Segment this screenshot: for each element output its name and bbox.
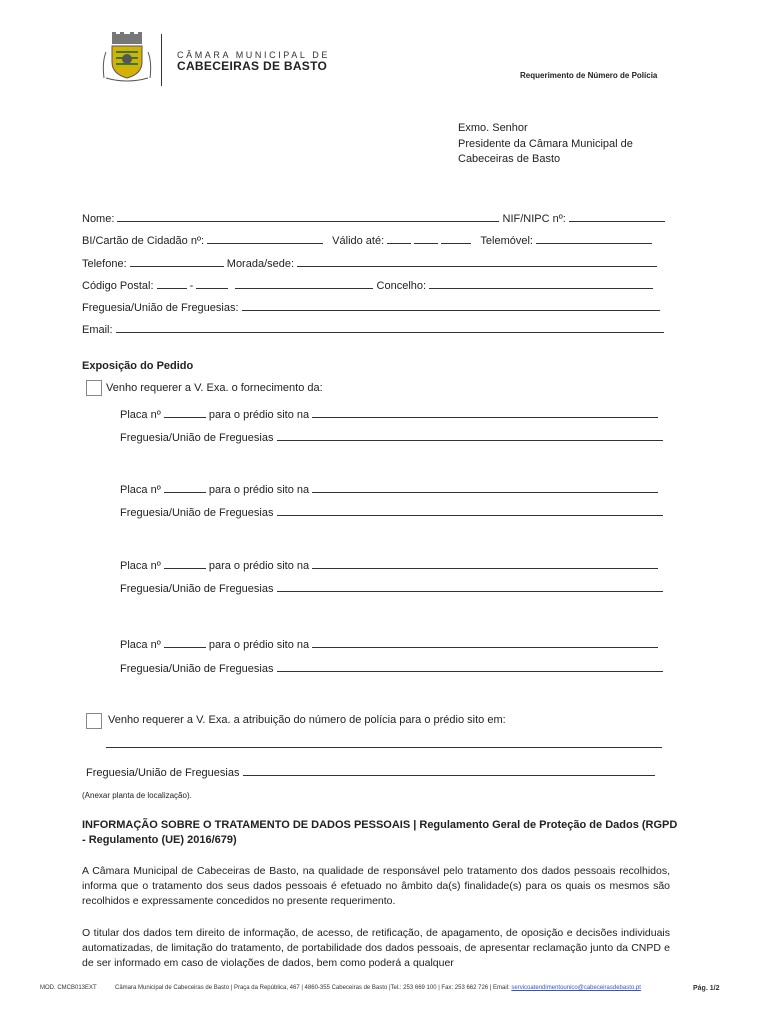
telemovel-input-line[interactable] bbox=[536, 233, 652, 244]
option2-freguesia-line[interactable] bbox=[243, 765, 655, 776]
field-row-bi bbox=[82, 233, 652, 247]
addressee-line-2: Presidente da Câmara Municipal de bbox=[458, 138, 633, 150]
placa-row bbox=[120, 407, 658, 421]
option1-checkbox[interactable] bbox=[86, 380, 102, 396]
valido-month-line[interactable] bbox=[414, 233, 438, 244]
codigo-postal-part2-line[interactable] bbox=[196, 278, 228, 289]
freguesia-input-line[interactable] bbox=[242, 300, 660, 311]
option2-freguesia-row bbox=[86, 765, 655, 779]
predio-address-line[interactable] bbox=[312, 482, 658, 493]
footer-address bbox=[115, 985, 641, 991]
placa-label: Placa nº bbox=[120, 560, 161, 572]
header-divider bbox=[161, 34, 162, 86]
municipal-coat-of-arms-logo bbox=[98, 32, 156, 89]
bi-input-line[interactable] bbox=[207, 233, 323, 244]
valido-day-line[interactable] bbox=[387, 233, 411, 244]
placa-label: Placa nº bbox=[120, 409, 161, 421]
localidade-input-line[interactable] bbox=[235, 278, 373, 289]
option2-checkbox[interactable] bbox=[86, 713, 102, 729]
placa-freguesia-label: Freguesia/União de Freguesias bbox=[120, 663, 274, 675]
valido-year-line[interactable] bbox=[441, 233, 471, 244]
addressee-line-3: Cabeceiras de Basto bbox=[458, 153, 561, 165]
concelho-label: Concelho: bbox=[376, 280, 427, 292]
field-row-codigo-postal bbox=[82, 278, 653, 292]
codigo-postal-dash: - bbox=[189, 280, 194, 292]
placa-freguesia-row bbox=[120, 581, 663, 595]
placa-freguesia-label: Freguesia/União de Freguesias bbox=[120, 507, 274, 519]
placa-freguesia-row bbox=[120, 430, 663, 444]
placa-number-line[interactable] bbox=[164, 482, 206, 493]
predio-address-line[interactable] bbox=[312, 558, 658, 569]
codigo-postal-part1-line[interactable] bbox=[157, 278, 187, 289]
nif-input-line[interactable] bbox=[569, 211, 665, 222]
predio-address-line[interactable] bbox=[312, 637, 658, 648]
placa-freguesia-line[interactable] bbox=[277, 430, 663, 441]
predio-label: para o prédio sito na bbox=[208, 639, 310, 651]
predio-label: para o prédio sito na bbox=[208, 409, 310, 421]
addressee-line-1: Exmo. Senhor bbox=[458, 122, 528, 134]
telemovel-label: Telemóvel: bbox=[480, 235, 533, 247]
morada-input-line[interactable] bbox=[297, 256, 657, 267]
footer-address-text: Câmara Municipal de Cabeceiras de Basto | Praça da República, 467 | 4860-355 Cabeceiras de Basto |Tel.: 253 669 100 | Fax: 253 662 726 | Email: bbox=[115, 985, 510, 991]
bi-label: BI/Cartão de Cidadão nº: bbox=[82, 235, 205, 247]
placa-freguesia-row bbox=[120, 661, 663, 675]
footer-model-code: MOD. CMCB013EXT bbox=[40, 985, 97, 991]
placa-freguesia-line[interactable] bbox=[277, 581, 663, 592]
placa-row bbox=[120, 482, 658, 496]
org-name-big: CABECEIRAS DE BASTO bbox=[177, 59, 328, 73]
nome-input-line[interactable] bbox=[117, 211, 499, 222]
request-heading: Exposição do Pedido bbox=[82, 360, 194, 372]
freguesia-label: Freguesia/União de Freguesias: bbox=[82, 302, 239, 314]
field-row-freguesia bbox=[82, 300, 660, 314]
placa-freguesia-label: Freguesia/União de Freguesias bbox=[120, 583, 274, 595]
predio-label: para o prédio sito na bbox=[208, 560, 310, 572]
org-name-small: CÂMARA MUNICIPAL DE bbox=[177, 50, 330, 60]
email-input-line[interactable] bbox=[116, 322, 664, 333]
placa-row bbox=[120, 637, 658, 651]
placa-label: Placa nº bbox=[120, 639, 161, 651]
nif-label: NIF/NIPC nº: bbox=[502, 213, 566, 225]
placa-number-line[interactable] bbox=[164, 407, 206, 418]
predio-label: para o prédio sito na bbox=[208, 484, 310, 496]
footer-page-number: Pág. 1/2 bbox=[693, 985, 720, 992]
nome-label: Nome: bbox=[82, 213, 115, 225]
document-title: Requerimento de Número de Polícia bbox=[520, 71, 658, 80]
codigo-postal-label: Código Postal: bbox=[82, 280, 154, 292]
email-label: Email: bbox=[82, 324, 113, 336]
concelho-input-line[interactable] bbox=[429, 278, 653, 289]
field-row-email bbox=[82, 322, 664, 336]
option2-freguesia-label: Freguesia/União de Freguesias bbox=[86, 767, 240, 779]
option2-label: Venho requerer a V. Exa. a atribuição do número de polícia para o prédio sito em: bbox=[108, 714, 506, 726]
placa-freguesia-line[interactable] bbox=[277, 661, 663, 672]
placa-freguesia-label: Freguesia/União de Freguesias bbox=[120, 432, 274, 444]
field-row-nome bbox=[82, 211, 665, 225]
morada-label: Morada/sede: bbox=[226, 258, 295, 270]
privacy-heading-line1: INFORMAÇÃO SOBRE O TRATAMENTO DE DADOS PESSOAIS | Regulamento Geral de Proteção de Dados (RGPD bbox=[82, 819, 678, 831]
privacy-heading-line2: - Regulamento (UE) 2016/679) bbox=[82, 834, 237, 846]
telefone-label: Telefone: bbox=[82, 258, 127, 270]
footer-email-link[interactable]: servicoatendimentounico@cabeceirasdebasto.pt bbox=[511, 985, 641, 991]
placa-label: Placa nº bbox=[120, 484, 161, 496]
placa-freguesia-row bbox=[120, 505, 663, 519]
placa-freguesia-line[interactable] bbox=[277, 505, 663, 516]
predio-address-line[interactable] bbox=[312, 407, 658, 418]
placa-number-line[interactable] bbox=[164, 637, 206, 648]
field-row-telefone bbox=[82, 256, 657, 270]
annex-note: (Anexar planta de localização). bbox=[82, 791, 192, 800]
option1-label: Venho requerer a V. Exa. o fornecimento da: bbox=[106, 382, 323, 394]
option2-address-line[interactable] bbox=[106, 747, 662, 748]
placa-row bbox=[120, 558, 658, 572]
valido-label: Válido até: bbox=[332, 235, 385, 247]
telefone-input-line[interactable] bbox=[130, 256, 224, 267]
privacy-paragraph-1: A Câmara Municipal de Cabeceiras de Basto, na qualidade de responsável pelo tratamento dos dados pessoais recolhidos, informa que o tratamento dos seus dados pessoais é efetuado no âmbito da(s) finalidade(s) para os quais os mesmos são recolhidos e expressamente concedidos no presente requerimento. bbox=[82, 865, 670, 907]
privacy-paragraph-2: O titular dos dados tem direito de informação, de acesso, de retificação, de apagamento, de oposição e decisões individuais automatizadas, de limitação do tratamento, de portabilidade dos dados pessoais, de apresentar reclamação junto da CNPD e de ser informado em caso de violações de dados, bem como poderá a qualquer bbox=[82, 927, 670, 969]
placa-number-line[interactable] bbox=[164, 558, 206, 569]
